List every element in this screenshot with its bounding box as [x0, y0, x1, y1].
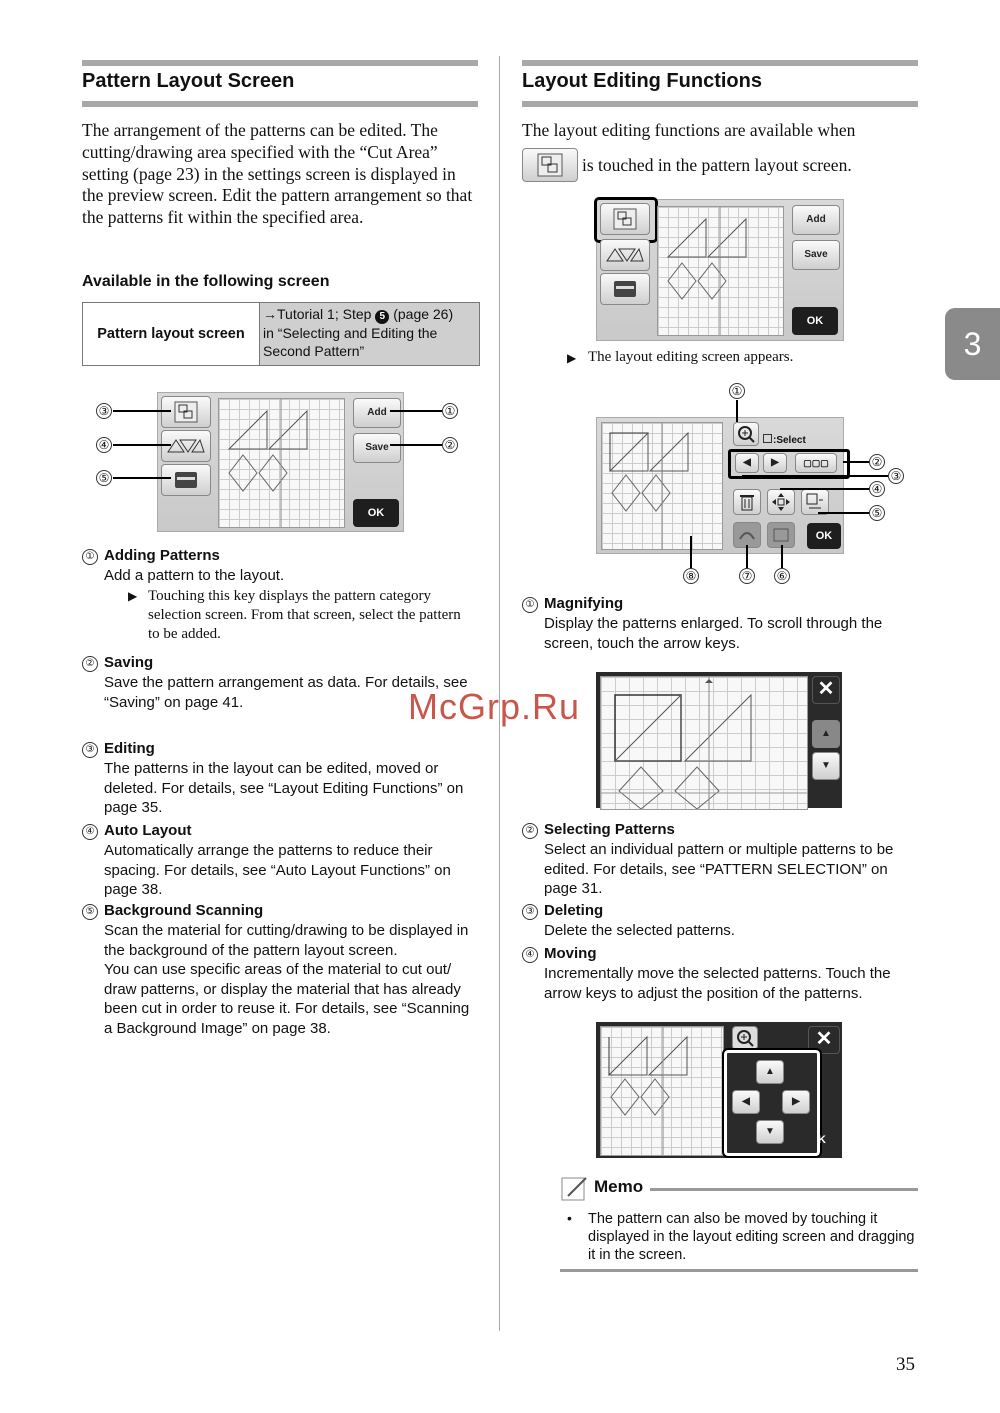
watermark: McGrp.Ru	[408, 686, 581, 727]
delete-button[interactable]	[733, 489, 761, 515]
magnified-shapes	[601, 677, 807, 809]
arrow-up-icon: ▲	[765, 1066, 775, 1077]
connect-icon	[737, 525, 757, 545]
move-icon	[771, 492, 791, 512]
leader-4	[113, 444, 171, 446]
left-section-title: Pattern Layout Screen	[82, 70, 295, 92]
left-intro: The arrangement of the patterns can be edited. The cutting/drawing area specified with the “Cut Area” setting (page 23) in the settings screen is displayed in the preview screen. Edit the pattern arrangement so that the patterns fit within the specified area.	[82, 120, 473, 228]
editing-preview-grid[interactable]	[601, 422, 723, 550]
leader-7	[746, 545, 748, 568]
arrow-left-icon: ◀	[743, 457, 751, 468]
right-title-rule-bottom	[522, 101, 918, 107]
group-icon	[771, 525, 791, 545]
callout-7: ⑦	[739, 568, 755, 584]
callout-1: ①	[729, 383, 745, 399]
pattern-shapes	[601, 1027, 723, 1155]
item-text: Incrementally move the selected patterns. Touch the arrow keys to adjust the position of the patterns.	[544, 965, 891, 1002]
table-reference	[259, 303, 479, 365]
ref-line1: →Tutorial 1; Step	[263, 306, 372, 322]
right-intro-line1: The layout editing functions are available when	[522, 120, 856, 140]
item-number: ④	[522, 947, 538, 963]
move-up-button[interactable]	[756, 1060, 784, 1084]
close-button[interactable]	[812, 676, 840, 704]
item-text: Delete the selected patterns.	[544, 922, 735, 939]
magnified-screenshot	[596, 672, 842, 808]
right-intro-line2: is touched in the pattern layout screen.	[582, 155, 852, 175]
leader-4	[780, 488, 869, 490]
right-title-rule-top	[522, 60, 918, 66]
item-number: ⑤	[82, 904, 98, 920]
item-number: ④	[82, 824, 98, 840]
left-title-rule-bottom	[82, 101, 478, 107]
table-label: Pattern layout screen	[83, 303, 259, 365]
item-text: Save the pattern arrangement as data. For details, see “Saving” on page 41.	[104, 674, 468, 711]
select-all-icon: ▢▢▢	[803, 458, 829, 468]
leader-6	[781, 545, 783, 568]
edit-icon	[612, 207, 638, 231]
ok-button-partial[interactable]: K	[818, 1134, 826, 1146]
leader-5	[818, 512, 869, 514]
move-left-button[interactable]	[732, 1090, 760, 1114]
leader-2	[390, 444, 442, 446]
close-icon: ✕	[817, 678, 835, 700]
item-text: Add a pattern to the layout.	[104, 567, 285, 584]
magnify-button[interactable]	[732, 1026, 758, 1050]
leader-3	[113, 410, 171, 412]
ok-button[interactable]: OK	[353, 499, 399, 527]
pattern-shapes	[219, 399, 344, 527]
result-arrow-icon: ▶	[567, 351, 577, 365]
ok-button[interactable]: OK	[807, 523, 841, 549]
arrow-left-icon: ◀	[742, 1096, 750, 1107]
preview-grid[interactable]	[657, 206, 784, 336]
magnify-icon	[735, 1028, 755, 1048]
layout-editing-screenshot	[596, 417, 844, 554]
availability-table	[82, 302, 480, 366]
add-button[interactable]: Add	[792, 205, 840, 235]
step-badge: 5	[375, 310, 389, 324]
item-title: Background Scanning	[104, 902, 264, 919]
leader-8	[690, 536, 692, 568]
select-prev-button[interactable]	[735, 453, 759, 473]
item-title: Auto Layout	[104, 822, 192, 839]
magnified-grid[interactable]	[600, 676, 808, 810]
left-items	[82, 547, 478, 1060]
pattern-layout-screenshot	[157, 392, 404, 532]
leader-1	[390, 410, 442, 412]
moving-screenshot	[596, 1022, 842, 1158]
item-number: ②	[522, 823, 538, 839]
callout-8: ⑧	[683, 568, 699, 584]
memo-bullet-text: The pattern can also be moved by touching it displayed in the layout editing screen and dragging it in the screen.	[588, 1211, 915, 1263]
item-title: Moving	[544, 945, 597, 962]
ref-line3: Second Pattern”	[263, 343, 365, 359]
left-title-rule-top	[82, 60, 478, 66]
chapter-tab[interactable]: 3	[945, 308, 1000, 380]
memo-bullet-dot: •	[567, 1210, 572, 1226]
trash-icon	[738, 492, 756, 512]
select-box-icon	[763, 434, 772, 443]
edit-button[interactable]	[600, 203, 650, 235]
scroll-down-button[interactable]	[812, 752, 840, 780]
edit-icon	[173, 400, 199, 424]
callout-5: ⑤	[96, 470, 112, 486]
right-section-title: Layout Editing Functions	[522, 70, 762, 92]
leader-2	[843, 461, 869, 463]
callout-3: ③	[888, 468, 904, 484]
auto-layout-button[interactable]	[161, 430, 211, 462]
arrow-up-icon: ▲	[821, 728, 831, 739]
item-title: Deleting	[544, 902, 604, 919]
save-button[interactable]: Save	[792, 240, 840, 270]
callout-1: ①	[442, 403, 458, 419]
item-text: Display the patterns enlarged. To scroll through the screen, touch the arrow keys.	[544, 615, 883, 652]
edit-button[interactable]	[161, 396, 211, 428]
scanner-icon	[172, 468, 200, 492]
item-background-scanning	[82, 902, 478, 1060]
pattern-shapes	[602, 423, 722, 549]
item-text: Scan the material for cutting/drawing to be displayed in the background of the pattern layout screen. You can use specific areas of the material to cut out/ draw patterns, or display the material that has already been cut in order to reuse it. For details, see “Scanning a Background Image” on page 38.	[104, 922, 470, 1037]
callout-5: ⑤	[869, 505, 885, 521]
background-scan-button[interactable]	[161, 464, 211, 496]
ref-line2: in “Selecting and Editing the	[263, 325, 438, 341]
edit-icon	[536, 152, 564, 178]
pattern-shapes	[658, 207, 783, 335]
arrow-down-icon: ▼	[765, 1126, 775, 1137]
callout-4: ④	[96, 437, 112, 453]
item-title: Magnifying	[544, 595, 624, 612]
memo-icon	[560, 1174, 590, 1202]
item-text: Select an individual pattern or multiple patterns to be edited. For details, see “PATTERN SELECTION” on page 31.	[544, 841, 894, 897]
select-label-text: :Select	[773, 435, 806, 446]
select-label	[763, 434, 806, 446]
leader-5	[113, 477, 171, 479]
available-heading: Available in the following screen	[82, 273, 330, 290]
scanner-icon	[611, 277, 639, 301]
magnify-button[interactable]	[733, 422, 759, 446]
item-number: ①	[82, 549, 98, 565]
item-note: Touching this key displays the pattern category selection screen. From that screen, select the pattern to be added.	[148, 588, 461, 642]
item-adding-patterns	[82, 547, 478, 664]
save-button[interactable]: Save	[353, 433, 401, 463]
select-next-button[interactable]	[763, 453, 787, 473]
background-scan-button[interactable]	[600, 273, 650, 305]
item-number: ②	[82, 656, 98, 672]
layout-screen-screenshot	[596, 199, 844, 341]
callout-6: ⑥	[774, 568, 790, 584]
ok-button[interactable]: OK	[792, 307, 838, 335]
leader-1	[736, 400, 738, 422]
item-text: Automatically arrange the patterns to reduce their spacing. For details, see “Auto Layout Functions” on page 38.	[104, 842, 451, 898]
page-number: 35	[896, 1354, 915, 1375]
memo-title: Memo	[594, 1177, 644, 1196]
callout-4: ④	[869, 481, 885, 497]
item-title: Selecting Patterns	[544, 821, 675, 838]
add-button[interactable]: Add	[353, 398, 401, 428]
callout-2: ②	[442, 437, 458, 453]
triangles-icon	[605, 245, 645, 265]
item-text: The patterns in the layout can be edited, moved or deleted. For details, see “Layout Editing Functions” on page 35.	[104, 760, 464, 816]
auto-layout-button[interactable]	[600, 239, 650, 271]
item-number: ③	[82, 742, 98, 758]
memo-rule-bottom	[560, 1269, 918, 1272]
item-title: Editing	[104, 740, 155, 757]
arrow-down-icon: ▼	[821, 760, 831, 771]
select-all-button[interactable]	[795, 453, 837, 473]
edit-key-inline	[522, 148, 578, 182]
resize-icon	[805, 492, 825, 512]
item-number: ③	[522, 904, 538, 920]
arrow-right-icon: ▶	[792, 1096, 800, 1107]
result-text: The layout editing screen appears.	[588, 349, 794, 365]
move-button[interactable]	[767, 489, 795, 515]
note-arrow-icon: ▶	[128, 589, 138, 603]
arrow-right-icon: ▶	[771, 457, 779, 468]
magnify-icon	[736, 424, 756, 444]
item-title: Adding Patterns	[104, 547, 220, 564]
scroll-up-button[interactable]	[812, 720, 840, 748]
callout-2: ②	[869, 454, 885, 470]
leader-3	[742, 475, 888, 477]
moving-grid[interactable]	[600, 1026, 724, 1156]
preview-grid[interactable]	[218, 398, 345, 528]
callout-3: ③	[96, 403, 112, 419]
item-number: ①	[522, 597, 538, 613]
memo-rule-top	[650, 1188, 918, 1191]
move-down-button[interactable]	[756, 1120, 784, 1144]
close-icon: ✕	[815, 1028, 833, 1050]
ref-line1-rest: (page 26)	[393, 306, 454, 322]
move-right-button[interactable]	[782, 1090, 810, 1114]
triangles-icon	[166, 436, 206, 456]
item-title: Saving	[104, 654, 154, 671]
